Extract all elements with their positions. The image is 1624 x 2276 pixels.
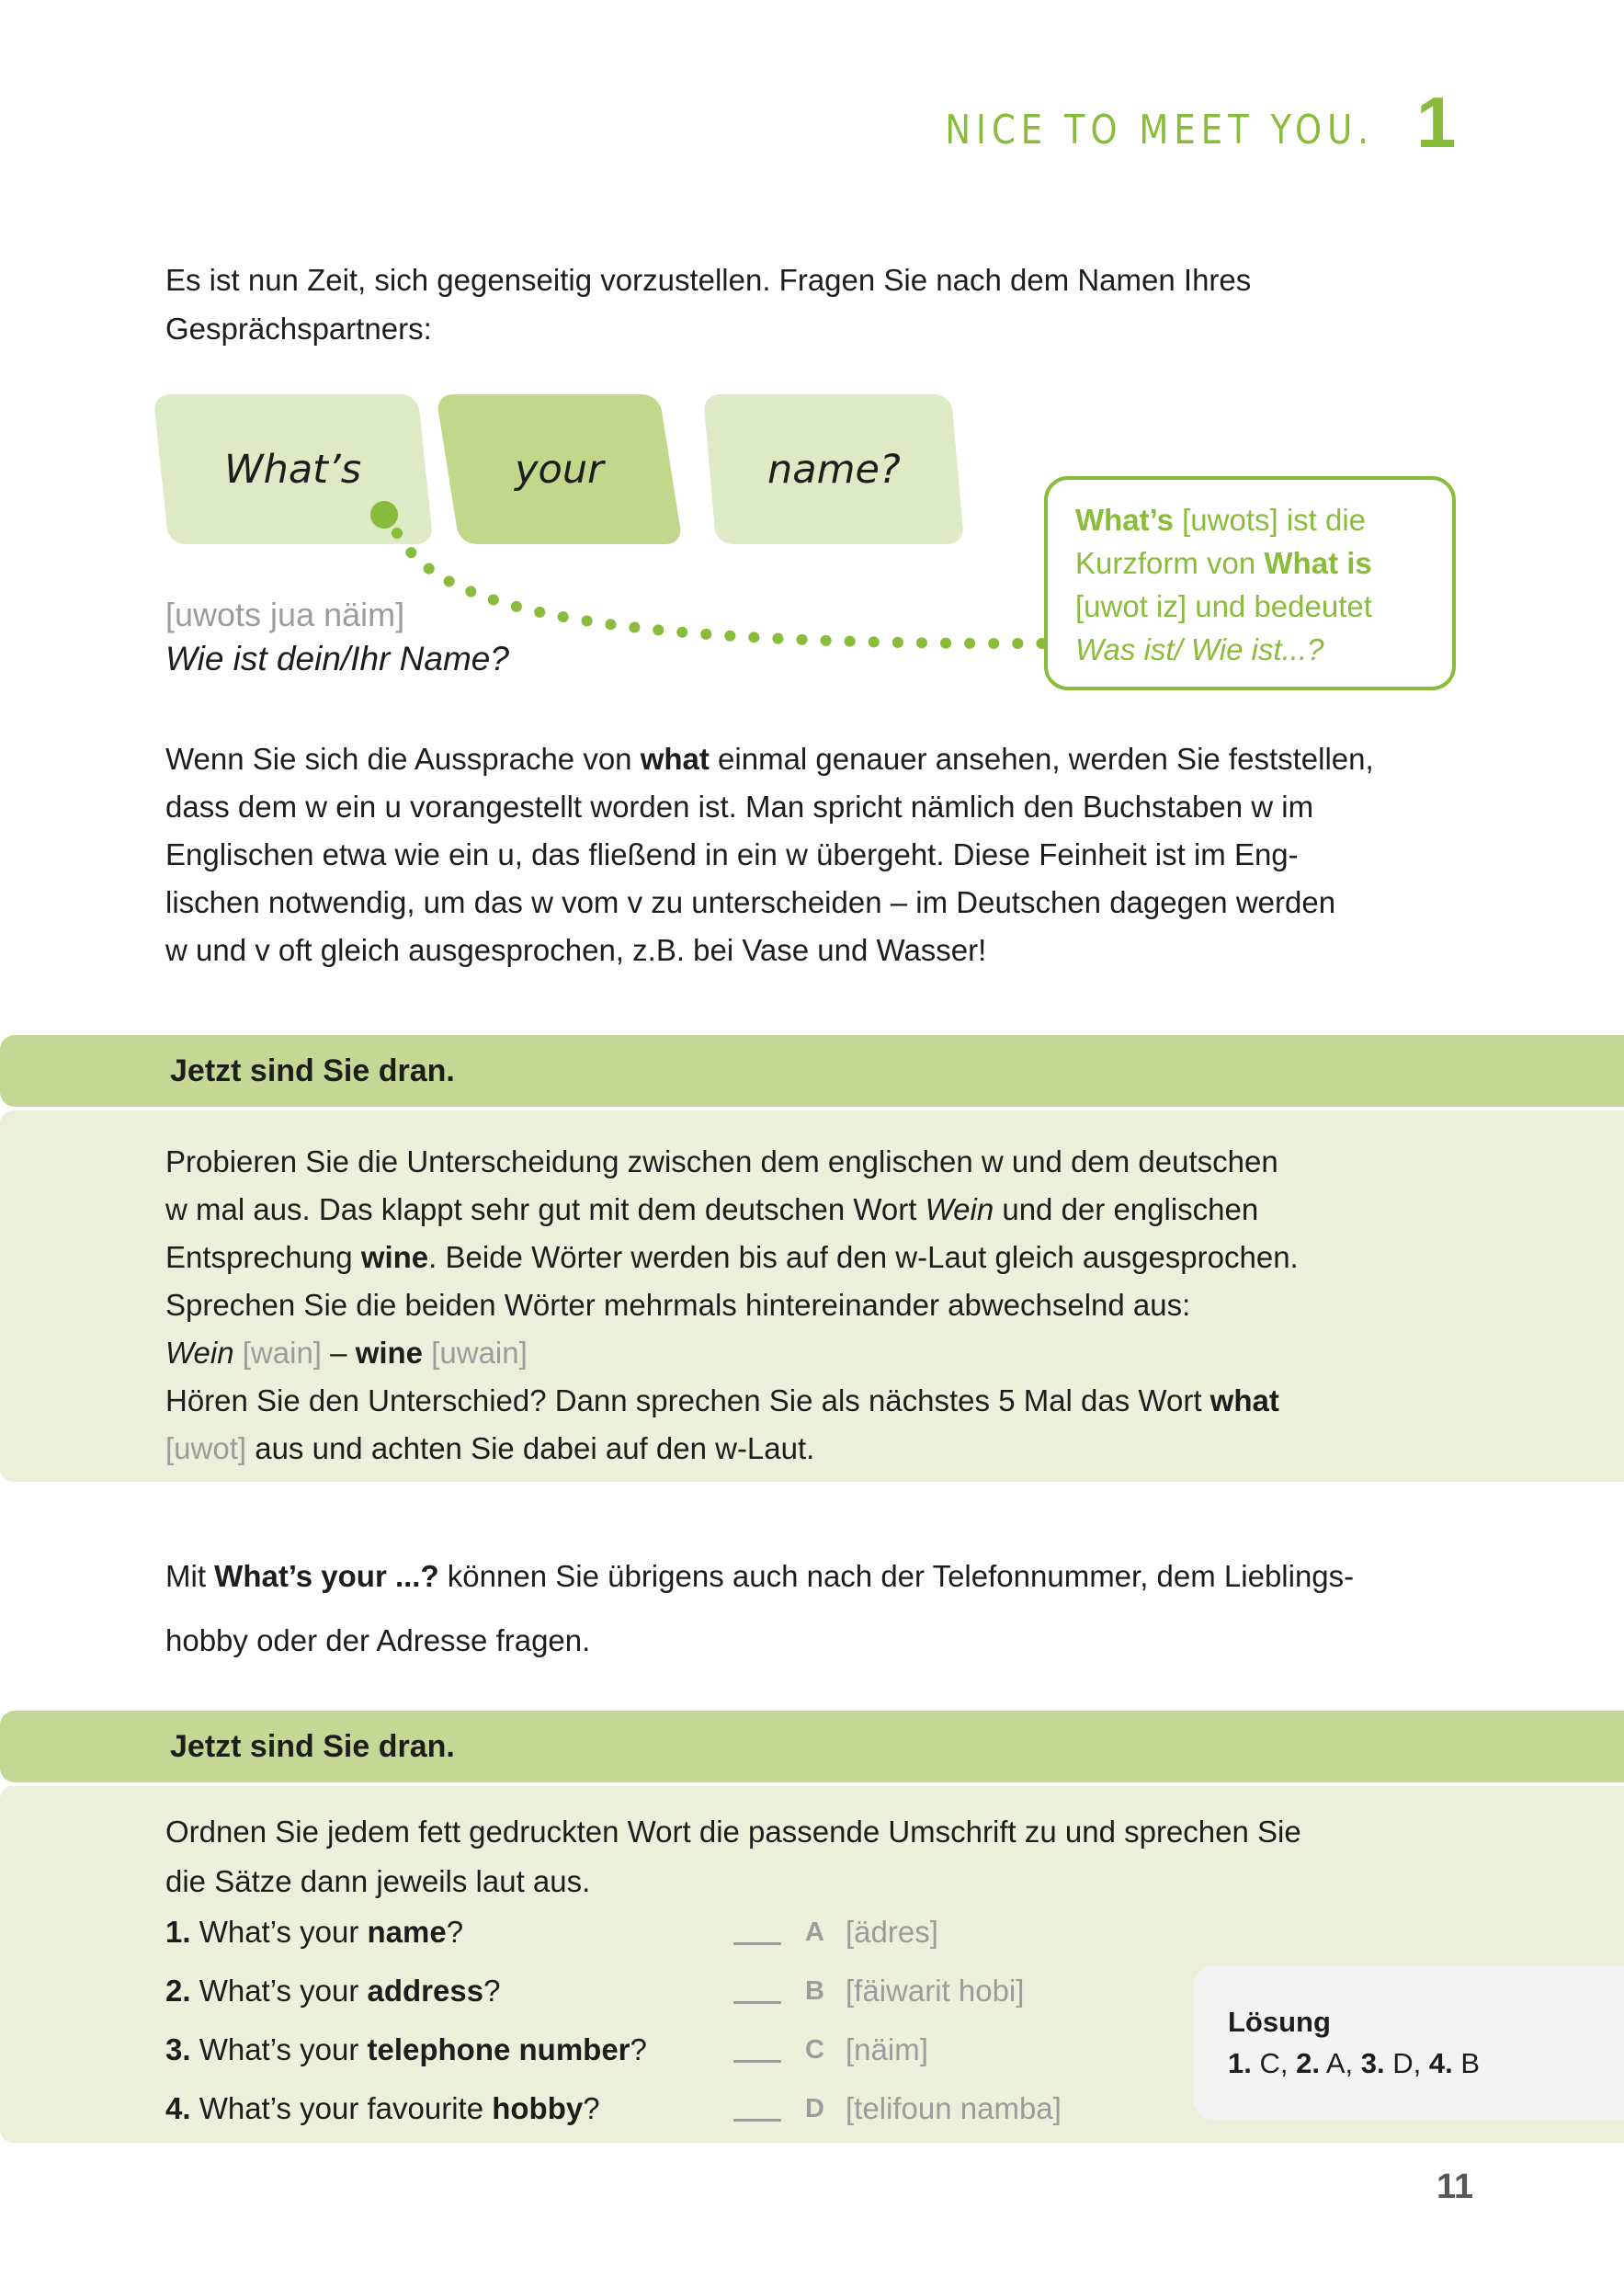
- exercise-line: Entsprechung wine. Beide Wörter werden bis auf den w-Laut gleich ausgesprochen.: [165, 1240, 1299, 1274]
- bubble-word: name?: [767, 446, 901, 493]
- callout-line: What’s [uwots] ist die: [1075, 503, 1367, 537]
- connector-dots: [397, 533, 1046, 643]
- middle-paragraph: [165, 1544, 1354, 1673]
- option-phonetic: [näim]: [846, 2032, 928, 2066]
- intro-paragraph: [165, 256, 1251, 353]
- bubble-word: What’s: [224, 446, 362, 493]
- callout-line: Was ist/ Wie ist...?: [1075, 632, 1324, 666]
- exercise-line: [uwot] aus und achten Sie dabei auf den w-Laut.: [165, 1431, 815, 1465]
- exercise-line: die Sätze dann jeweils laut aus.: [165, 1864, 591, 1898]
- exercise-band-2: [0, 1711, 1624, 1782]
- match-row-1: [165, 1915, 1176, 1955]
- intro-line: Es ist nun Zeit, sich gegenseitig vorzustellen. Fragen Sie nach dem Namen Ihres: [165, 263, 1252, 297]
- exercise-band-label: Jetzt sind Sie dran.: [170, 1053, 455, 1088]
- exercise-line: Ordnen Sie jedem fett gedruckten Wort die passende Umschrift zu und sprechen Sie: [165, 1815, 1301, 1849]
- match-question: 3. What’s your telephone number?: [165, 2032, 647, 2066]
- option-letter: D: [805, 2094, 824, 2123]
- option-letter: C: [805, 2035, 824, 2065]
- match-question: 2. What’s your address?: [165, 1974, 501, 2008]
- exercise-line: Sprechen Sie die beiden Wörter mehrmals hintereinander abwechselnd aus:: [165, 1288, 1191, 1322]
- exercise-line: Wein [wain] – wine [uwain]: [165, 1336, 528, 1370]
- answer-blank[interactable]: [733, 2001, 781, 2004]
- bubble-phonetic: [uwots jua näim]: [165, 596, 405, 633]
- callout-line: [uwot iz] und bedeutet: [1075, 589, 1372, 623]
- answer-blank[interactable]: [733, 2119, 781, 2122]
- match-row-2: [165, 1974, 1176, 2014]
- option-letter: B: [805, 1976, 824, 2006]
- paragraph-line: Englischen etwa wie ein u, das fließend in ein w übergeht. Diese Feinheit ist im Eng-: [165, 837, 1299, 871]
- callout-line: Kurzform von What is: [1075, 546, 1372, 580]
- solution-answers: 1. C, 2. A, 3. D, 4. B: [1228, 2047, 1481, 2079]
- exercise-line: Probieren Sie die Unterscheidung zwischen dem englischen w und dem deutschen: [165, 1144, 1278, 1178]
- paragraph-line: lischen notwendig, um das w vom v zu unterscheiden – im Deutschen dagegen werden: [165, 885, 1336, 919]
- paragraph-line: Mit What’s your ...? können Sie übrigens auch nach der Telefonnummer, dem Lieblings-: [165, 1559, 1355, 1593]
- answer-blank[interactable]: [733, 2060, 781, 2063]
- chapter-number: 1: [1416, 82, 1457, 163]
- dotted-connector-curve: [349, 496, 1075, 666]
- pronunciation-paragraph: [165, 735, 1374, 974]
- option-phonetic: [telifoun namba]: [846, 2091, 1062, 2125]
- grammar-callout-box: [1044, 476, 1456, 690]
- solution-title: Lösung: [1228, 2006, 1331, 2038]
- paragraph-line: hobby oder der Adresse fragen.: [165, 1623, 591, 1657]
- bubble-translation: Wie ist dein/Ihr Name?: [165, 640, 509, 677]
- match-row-3: [165, 2032, 1176, 2073]
- exercise-line: Hören Sie den Unterschied? Dann sprechen Sie als nächstes 5 Mal das Wort what: [165, 1383, 1279, 1417]
- bubble-word: your: [515, 446, 604, 493]
- paragraph-line: w und v oft gleich ausgesprochen, z.B. bei Vase und Wasser!: [165, 933, 987, 967]
- paragraph-line: Wenn Sie sich die Aussprache von what einmal genauer ansehen, werden Sie feststellen,: [165, 742, 1374, 776]
- match-row-4: [165, 2091, 1176, 2132]
- option-phonetic: [fäiwarit hobi]: [846, 1974, 1025, 2008]
- chapter-title: NICE TO MEET YOU.: [945, 107, 1374, 154]
- exercise-band-label: Jetzt sind Sie dran.: [170, 1729, 455, 1764]
- exercise-band-1: [0, 1035, 1624, 1107]
- intro-line: Gesprächspartners:: [165, 312, 432, 346]
- paragraph-line: dass dem w ein u vorangestellt worden ist. Man spricht nämlich den Buchstaben w im: [165, 790, 1314, 824]
- connector-start-dot: [370, 501, 398, 529]
- exercise-1-text: [165, 1138, 1299, 1473]
- option-phonetic: [ädres]: [846, 1915, 938, 1949]
- match-question: 1. What’s your name?: [165, 1915, 464, 1949]
- solution-box: [1193, 1965, 1624, 2120]
- match-question: 4. What’s your favourite hobby?: [165, 2091, 600, 2125]
- option-letter: A: [805, 1918, 824, 1947]
- exercise-line: w mal aus. Das klappt sehr gut mit dem deutschen Wort Wein und der englischen: [165, 1192, 1259, 1226]
- answer-blank[interactable]: [733, 1942, 781, 1945]
- exercise-2-intro: [165, 1807, 1301, 1906]
- page-number: 11: [1437, 2168, 1474, 2206]
